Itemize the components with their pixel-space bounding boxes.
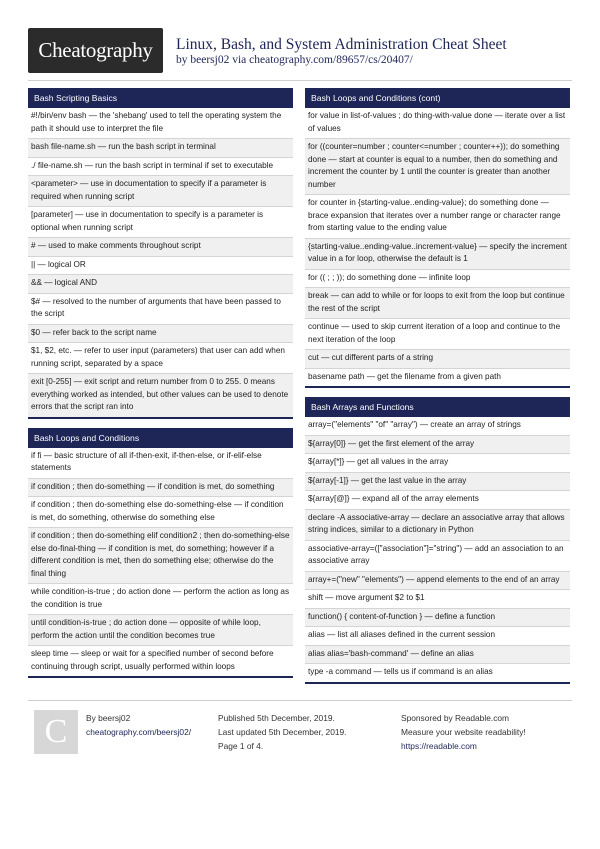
row-text: alias alias='bash-command' — define an alias xyxy=(308,648,474,658)
row-text: alias — list all aliases defined in the current session xyxy=(308,630,496,639)
cheat-row xyxy=(305,239,570,270)
row-text: if fi — basic structure of all if-then-exit, if-then-else, or if-elif-else statements xyxy=(31,450,262,472)
row-text: ./ file-name.sh — run the bash script in terminal if set to executable xyxy=(31,160,274,170)
row-text: <parameter> — use in documentation to specify if a parameter is required when running script xyxy=(31,179,267,201)
section-bash-loops-and-conditions-cont xyxy=(305,88,570,388)
cheat-row xyxy=(305,139,570,195)
row-text: continue — used to skip current iteration of a loop and continue to the next iteration of the loop xyxy=(308,322,561,344)
cheat-row xyxy=(305,510,570,541)
cheat-row xyxy=(28,343,293,374)
footer-dates xyxy=(218,711,347,753)
row-text: for ((counter=number ; counter<=number ; counter++)); do something done — start at counter is equal to a number, then do something and increment the counter by 1 until the counter is greater than another number xyxy=(308,142,560,189)
cheat-row xyxy=(305,627,570,646)
row-text: ${array[@]} — expand all of the array elements xyxy=(308,494,479,503)
cheat-row xyxy=(305,541,570,572)
cheat-row xyxy=(28,497,293,528)
row-text: cut — cut different parts of a string xyxy=(308,353,433,362)
row-text: || — logical OR xyxy=(31,259,86,269)
cheat-row xyxy=(28,646,293,678)
section-bash-arrays-and-functions xyxy=(305,397,570,684)
cheat-row xyxy=(305,664,570,684)
sponsor-link[interactable]: https://readable.com xyxy=(401,741,477,751)
section-bash-scripting-basics xyxy=(28,88,293,419)
row-text: declare -A associative-array — declare an associative array that allows string indices, similar to a dictionary in Python xyxy=(308,512,565,534)
row-text: $1, $2, etc. — refer to user input (parameters) that user can add when running script, separated by a space xyxy=(31,346,285,368)
cheat-row xyxy=(305,319,570,350)
row-text: ${array[*]} — get all values in the array xyxy=(308,457,449,466)
cheat-row xyxy=(305,108,570,139)
cheat-row xyxy=(305,195,570,239)
row-text: basename path — get the filename from a given path xyxy=(308,371,501,381)
row-text: if condition ; then do-something — if condition is met, do something xyxy=(31,481,275,491)
row-text: for counter in {starting-value..ending-value}; do something done — brace expansion that iterates over a number range or character range from starting value to the ending value xyxy=(308,198,561,232)
cheat-row xyxy=(28,479,293,498)
cheat-row xyxy=(28,448,293,479)
cheat-row xyxy=(28,615,293,646)
header-divider xyxy=(28,80,572,81)
row-text: for value in list-of-values ; do thing-with-value done — iterate over a list of values xyxy=(308,111,566,133)
row-text: associative-array=(["association"]="string") — add an association to an associative array xyxy=(308,543,564,565)
cheat-row xyxy=(28,238,293,257)
cheat-row xyxy=(28,374,293,419)
section-title: Bash Arrays and Functions xyxy=(305,397,570,417)
cheat-row xyxy=(305,436,570,455)
author-link[interactable]: cheatography.com/beersj02/ xyxy=(86,727,192,737)
cheat-row xyxy=(305,473,570,492)
cheat-row xyxy=(305,590,570,609)
sponsor-label: Sponsored by Readable.com xyxy=(401,713,510,723)
row-text: function() { content-of-function } — define a function xyxy=(308,611,496,621)
row-text: #!/bin/env bash — the 'shebang' used to tell the operating system the path it should use to interpret the file xyxy=(31,111,282,133)
row-text: if condition ; then do-something elif condition2 ; then do-something-else else do-final-thing — if condition is met, do something; however if a different condition is met, then do something else; otherwise do the final thing xyxy=(31,531,290,578)
avatar[interactable]: C xyxy=(34,710,78,754)
author-label: By beersj02 xyxy=(86,713,131,723)
row-text: if condition ; then do-something else do-something-else — if condition is met, do something, otherwise do something else xyxy=(31,500,284,522)
section-title: Bash Loops and Conditions (cont) xyxy=(305,88,570,108)
row-text: && — logical AND xyxy=(31,278,97,287)
cheat-row xyxy=(28,275,293,294)
cheat-row xyxy=(305,572,570,591)
cheat-row xyxy=(28,528,293,584)
cheat-row xyxy=(28,108,293,139)
cheatography-logo[interactable]: Cheatography xyxy=(28,28,163,73)
cheat-row xyxy=(305,270,570,289)
page-number: Page 1 of 4. xyxy=(218,741,264,751)
page-title: Linux, Bash, and System Administration Cheat Sheet xyxy=(176,36,507,53)
cheat-row xyxy=(28,139,293,158)
cheat-row xyxy=(28,176,293,207)
cheat-row xyxy=(305,288,570,319)
row-text: array=("elements" "of" "array") — create an array of strings xyxy=(308,420,521,429)
cheat-row xyxy=(305,609,570,628)
row-text: ${array[0]} — get the first element of the array xyxy=(308,438,475,448)
row-text: array+=("new" "elements") — append elements to the end of an array xyxy=(308,574,560,584)
cheat-row xyxy=(28,325,293,344)
updated-date: Last updated 5th December, 2019. xyxy=(218,727,347,737)
row-text: $0 — refer back to the script name xyxy=(31,327,157,337)
row-text: $# — resolved to the number of arguments that have been passed to the script xyxy=(31,296,281,318)
section-title: Bash Loops and Conditions xyxy=(28,428,293,448)
cheat-row xyxy=(28,294,293,325)
cheat-row xyxy=(28,257,293,276)
cheat-row xyxy=(28,207,293,238)
left-column xyxy=(28,88,293,687)
cheat-row xyxy=(305,350,570,369)
row-text: shift — move argument $2 to $1 xyxy=(308,593,425,602)
row-text: [parameter] — use in documentation to specify is a parameter is optional when running script xyxy=(31,210,264,232)
row-text: bash file-name.sh — run the bash script in terminal xyxy=(31,142,216,151)
row-text: sleep time — sleep or wait for a specified number of second before continuing through script, usually performed within loops xyxy=(31,649,274,671)
row-text: exit [0-255] — exit script and return number from 0 to 255. 0 means everything worked as intended, but other values can be used to denote errors that the script ran into xyxy=(31,377,289,411)
row-text: for (( ; ; )); do something done — infinite loop xyxy=(308,272,471,282)
cheat-row xyxy=(305,369,570,389)
row-text: until condition-is-true ; do action done — opposite of while loop, perform the action until the condition becomes true xyxy=(31,618,261,640)
cheat-row xyxy=(305,491,570,510)
published-date: Published 5th December, 2019. xyxy=(218,713,335,723)
cheat-row xyxy=(28,584,293,615)
cheat-row xyxy=(28,158,293,177)
right-column xyxy=(305,88,570,693)
row-text: # — used to make comments throughout script xyxy=(31,241,201,250)
row-text: while condition-is-true ; do action done — perform the action as long as the condition is true xyxy=(31,587,290,609)
footer-sponsor xyxy=(401,711,526,753)
row-text: type -a command — tells us if command is an alias xyxy=(308,667,493,676)
row-text: {starting-value..ending-value..increment-value} — specify the increment value in a for loop, otherwise the default is 1 xyxy=(308,241,567,263)
cheat-row xyxy=(305,646,570,665)
cheat-row xyxy=(305,454,570,473)
row-text: ${array[-1]} — get the last value in the array xyxy=(308,475,467,485)
footer-divider xyxy=(28,700,572,701)
footer-author xyxy=(86,711,191,739)
byline-link[interactable]: by beersj02 via cheatography.com/89657/cs/20407/ xyxy=(176,54,413,66)
section-title: Bash Scripting Basics xyxy=(28,88,293,108)
row-text: break — can add to while or for loops to exit from the loop but continue the rest of the script xyxy=(308,291,565,313)
sponsor-text: Measure your website readability! xyxy=(401,727,526,737)
section-bash-loops-and-conditions xyxy=(28,428,293,679)
cheat-row xyxy=(305,417,570,436)
